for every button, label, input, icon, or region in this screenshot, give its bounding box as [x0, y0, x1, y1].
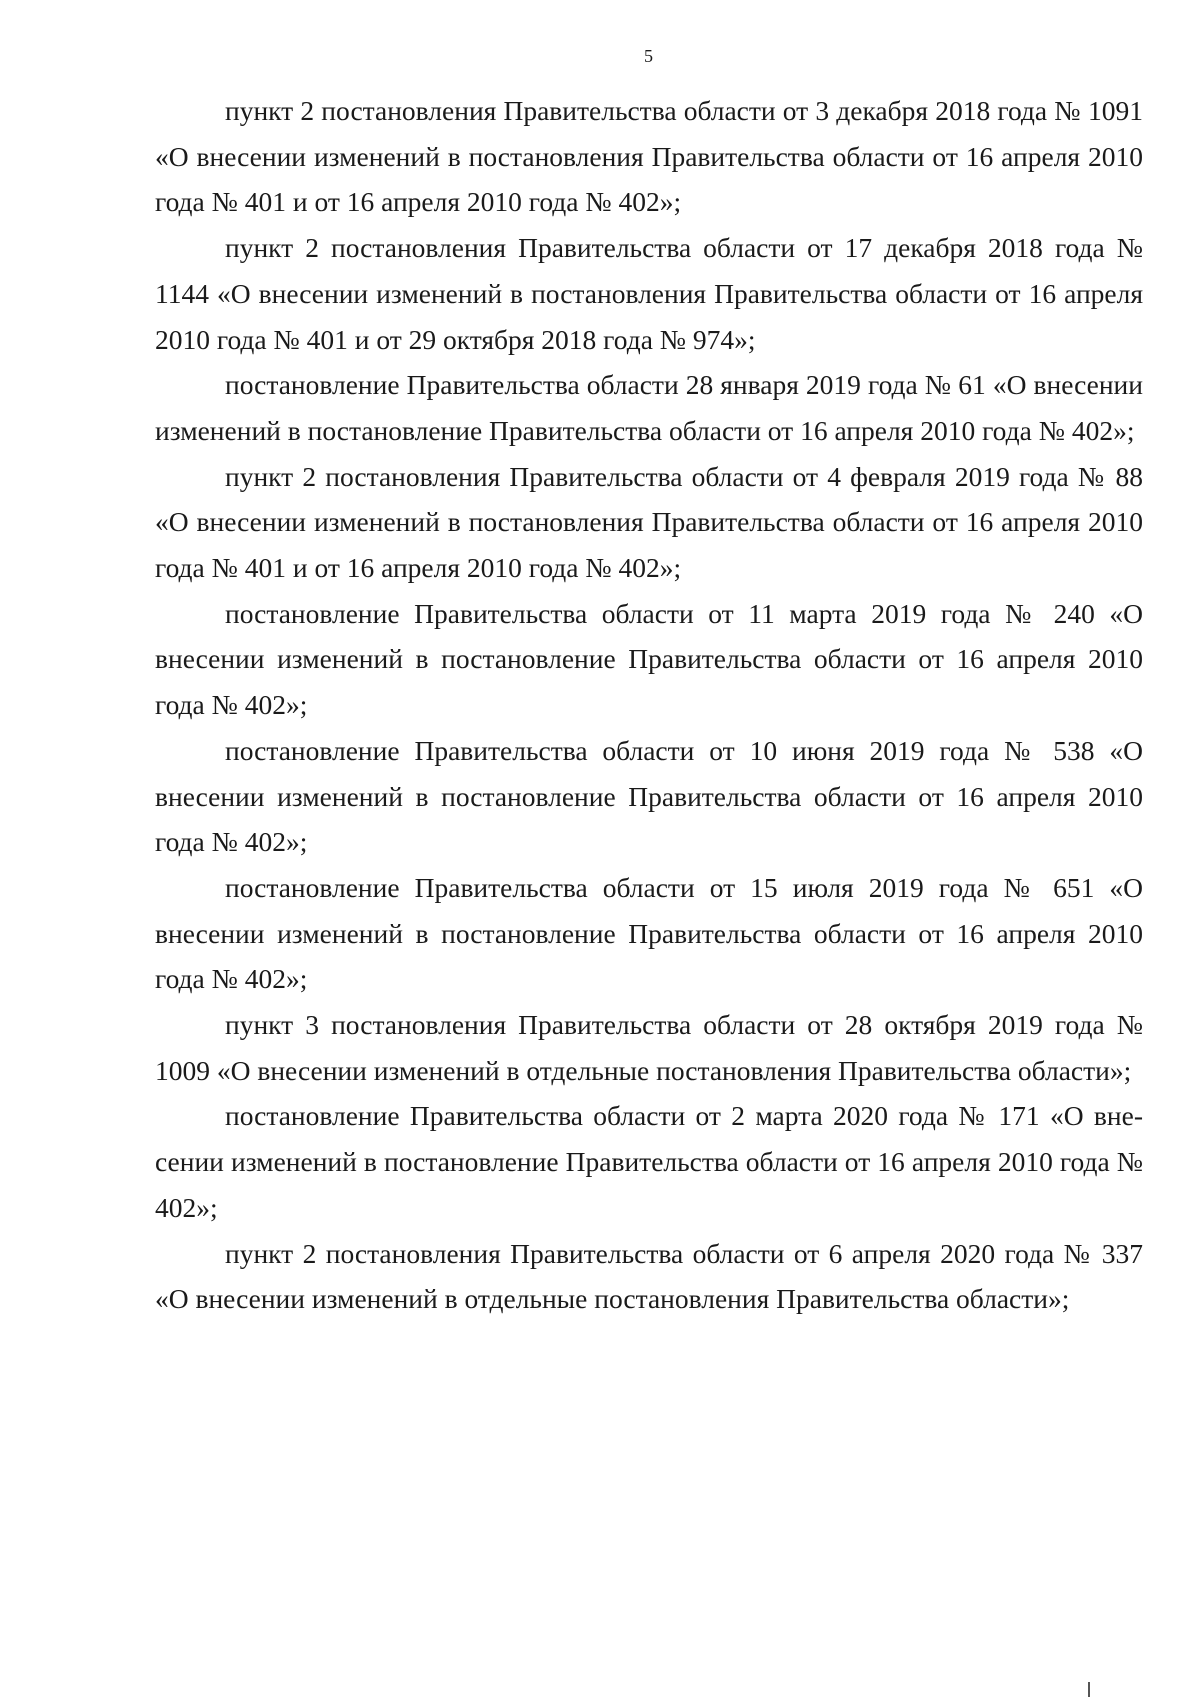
- paragraph: пункт 2 постановления Правительства области от 3 декабря 2018 года № 1091 «О внесении изменений в постановления Правительства области от 16 апреля 2010 года № 401 и от 16 апреля 2010 года № 402»;: [155, 95, 1143, 218]
- paragraph: постановление Правительства области 28 января 2019 года № 61 «О внесении изменений в постановление Правительства области от 16 апреля 2010 года № 402»;: [155, 369, 1143, 446]
- paragraph: пункт 2 постановления Правительства области от 17 декабря 2018 года № 1144 «О внесении изменений в постановления Правительства области от 16 апреля 2010 года № 401 и от 29 октября 2018 года № 974»;: [155, 232, 1143, 355]
- paragraph: постановление Правительства области от 15 июля 2019 года № 651 «О внесении изменений в постановление Правительства области от 16 апреля 2010 года № 402»;: [155, 871, 1143, 995]
- paragraph: пункт 2 постановления Правительства области от 6 апреля 2020 года № 337 «О внесении изменений в отдельные постановления Правительства области»;: [155, 1237, 1143, 1315]
- page-number: 5: [644, 46, 653, 66]
- paragraph: постановление Правительства области от 10 июня 2019 года № 538 «О внесении изменений в постановление Правительства области от 16 апреля 2010 года № 402»;: [155, 734, 1143, 858]
- paragraph: пункт 3 постановления Правительства области от 28 октября 2019 года № 1009 «О внесении изменений в отдельные постановления Правительства области»;: [155, 1009, 1143, 1086]
- paragraph: постановление Правительства области от 2 марта 2020 года № 171 «О внесении изменений в постановление Правительства области от 16 апреля 2010 года № 402»;: [155, 1100, 1143, 1223]
- paragraph: пункт 2 постановления Правительства области от 4 февраля 2019 года № 88 «О внесении изменений в постановления Правительства области от 16 апреля 2010 года № 401 и от 16 апреля 2010 года № 402»;: [155, 460, 1143, 584]
- paragraph: постановление Правительства области от 11 марта 2019 года № 240 «О внесении изменений в постановление Правительства области от 16 апреля 2010 года № 402»;: [155, 597, 1143, 721]
- document-body: [155, 88, 1143, 1322]
- scan-mark: [1088, 1682, 1090, 1697]
